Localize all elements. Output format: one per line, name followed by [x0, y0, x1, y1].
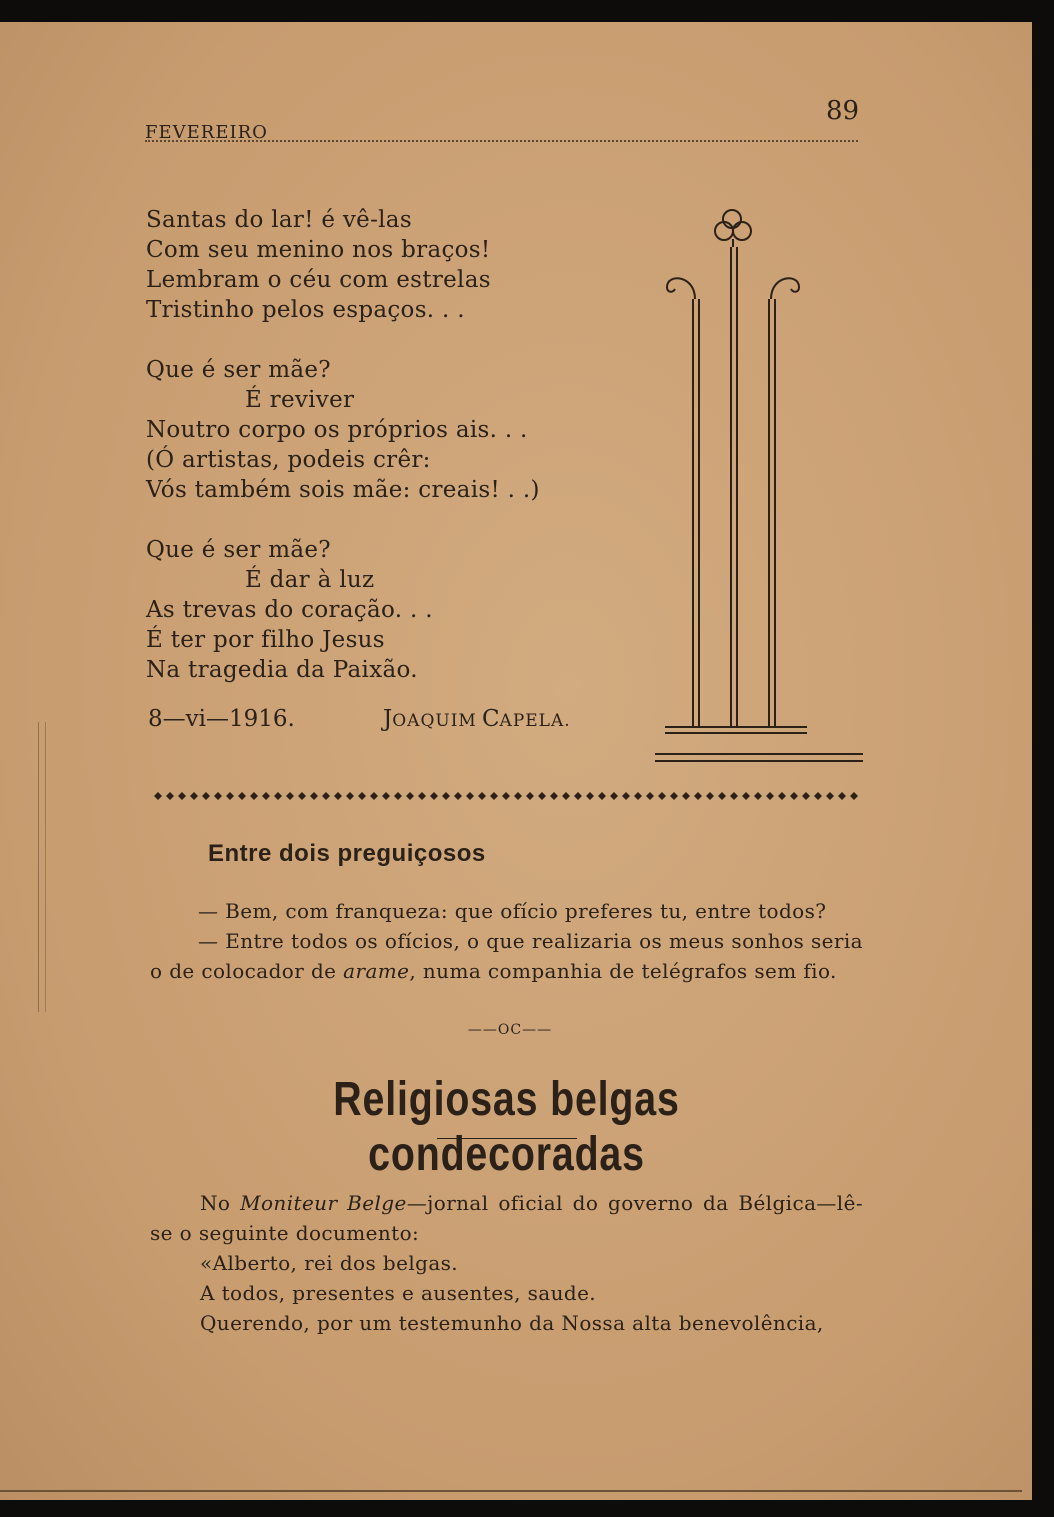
diamond-mark	[226, 792, 234, 800]
diamond-mark	[562, 792, 570, 800]
diamond-mark	[742, 792, 750, 800]
diamond-mark	[550, 792, 558, 800]
diamond-mark	[538, 792, 546, 800]
diamond-mark	[646, 792, 654, 800]
diamond-mark	[502, 792, 510, 800]
diamond-mark	[574, 792, 582, 800]
diamond-mark	[334, 792, 342, 800]
diamond-mark	[382, 792, 390, 800]
diamond-mark	[370, 792, 378, 800]
diamond-mark	[694, 792, 702, 800]
diamond-mark	[814, 792, 822, 800]
poem	[146, 205, 540, 685]
diamond-mark	[730, 792, 738, 800]
diamond-mark	[154, 792, 162, 800]
section-separator: ——OC——	[467, 1022, 553, 1038]
diamond-mark	[670, 792, 678, 800]
diamond-mark	[322, 792, 330, 800]
poem-line: As trevas do coração. . .	[146, 597, 433, 623]
section-title-preguicosos: Entre dois preguiçosos	[208, 840, 486, 867]
body-paragraph-2: «Alberto, rei dos belgas.	[200, 1251, 459, 1275]
body-paragraph-4: Querendo, por um testemunho da Nossa alta benevolência,	[200, 1311, 824, 1335]
diamond-mark	[826, 792, 834, 800]
diamond-mark	[442, 792, 450, 800]
diamond-mark	[610, 792, 618, 800]
diamond-mark	[346, 792, 354, 800]
poem-line: Que é ser mãe?	[146, 537, 331, 563]
poem-line: É ter por filho Jesus	[146, 627, 385, 653]
diamond-mark	[754, 792, 762, 800]
dialogue-line-1: — Bem, com franqueza: que ofício preferes tu, entre todos?	[198, 899, 827, 923]
diamond-mark	[286, 792, 294, 800]
book-page	[0, 22, 1032, 1500]
diamond-mark	[838, 792, 846, 800]
diamond-mark	[778, 792, 786, 800]
diamond-mark	[238, 792, 246, 800]
diamond-mark	[586, 792, 594, 800]
diamond-mark	[598, 792, 606, 800]
diamond-mark	[430, 792, 438, 800]
diamond-mark	[310, 792, 318, 800]
poem-line: Vós também sois mãe: creais! . .)	[146, 477, 540, 503]
poem-line: Tristinho pelos espaços. . .	[146, 297, 465, 323]
diamond-mark	[478, 792, 486, 800]
body-paragraph-3: A todos, presentes e ausentes, saude.	[200, 1281, 597, 1305]
diamond-mark	[490, 792, 498, 800]
diamond-mark	[622, 792, 630, 800]
poem-line: Na tragedia da Paixão.	[146, 657, 418, 683]
poem-line: Lembram o céu com estrelas	[146, 267, 491, 293]
diamond-mark	[298, 792, 306, 800]
diamond-mark	[178, 792, 186, 800]
running-head: FEVEREIRO	[145, 122, 268, 143]
diamond-mark	[682, 792, 690, 800]
header-dotted-rule	[145, 140, 858, 142]
diamond-mark	[418, 792, 426, 800]
diamond-mark	[250, 792, 258, 800]
diamond-mark	[658, 792, 666, 800]
diamond-mark	[262, 792, 270, 800]
binding-thread	[38, 722, 46, 1012]
page-bottom-edge	[0, 1490, 1022, 1492]
stanza-gap	[146, 505, 540, 535]
poem-line: É reviver	[146, 387, 355, 413]
poem-line: Santas do lar! é vê-las	[146, 207, 412, 233]
diamond-mark	[850, 792, 858, 800]
diamond-mark	[274, 792, 282, 800]
diamond-mark	[166, 792, 174, 800]
diamond-mark	[358, 792, 366, 800]
stanza-gap	[146, 325, 540, 355]
diamond-mark	[190, 792, 198, 800]
poem-line: (Ó artistas, podeis crêr:	[146, 447, 431, 473]
diamond-mark	[790, 792, 798, 800]
diamond-mark	[526, 792, 534, 800]
diamond-mark	[466, 792, 474, 800]
diamond-mark	[706, 792, 714, 800]
diamond-mark	[202, 792, 210, 800]
diamond-mark	[718, 792, 726, 800]
diamond-mark	[406, 792, 414, 800]
poem-line: Com seu menino nos braços!	[146, 237, 491, 263]
diamond-mark	[454, 792, 462, 800]
page-number: 89	[826, 96, 860, 126]
poem-author: JOAQUIM CAPELA.	[383, 706, 571, 732]
diamond-mark	[214, 792, 222, 800]
crook-ornament-icon	[655, 187, 870, 787]
poem-date: 8—vi—1916.	[148, 706, 295, 732]
diamond-mark	[766, 792, 774, 800]
diamond-border-icon	[150, 788, 863, 804]
diamond-mark	[634, 792, 642, 800]
section-title-religiosas: Religiosas belgas condecoradas	[333, 1073, 680, 1181]
diamond-mark	[394, 792, 402, 800]
poem-line: Noutro corpo os próprios ais. . .	[146, 417, 528, 443]
poem-line: Que é ser mãe?	[146, 357, 331, 383]
body-paragraph-1: No Moniteur Belge—jornal oficial do governo da Bélgica—lê-se o seguinte documento:	[150, 1191, 863, 1245]
title-underline	[437, 1138, 577, 1139]
poem-line: É dar à luz	[146, 567, 375, 593]
diamond-mark	[802, 792, 810, 800]
dialogue-line-2: — Entre todos os ofícios, o que realizaria os meus sonhos seria o de colocador de arame, numa companhia de telégrafos sem fio.	[150, 929, 863, 983]
diamond-mark	[514, 792, 522, 800]
